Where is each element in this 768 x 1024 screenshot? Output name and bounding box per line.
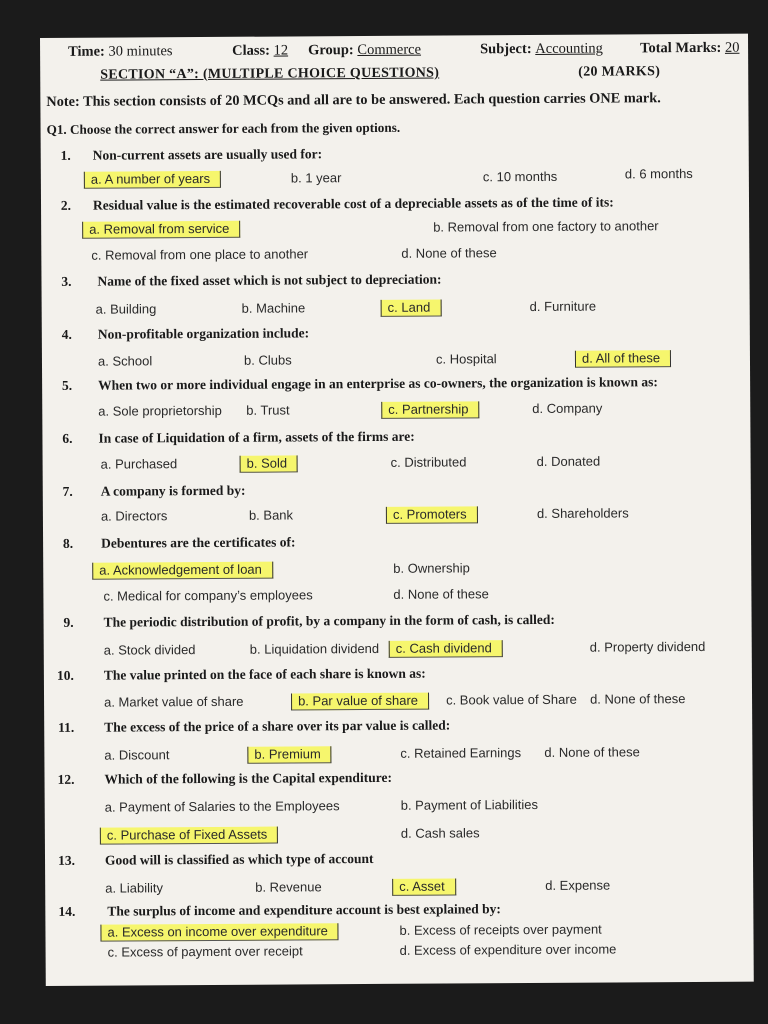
question-instruction: Q1. Choose the correct answer for each from the given options. xyxy=(46,119,401,137)
subject-field: Subject: Accounting xyxy=(480,40,603,58)
question-number: 12. xyxy=(57,771,75,787)
answer-option: a. Building xyxy=(95,301,157,317)
answer-option-highlighted: b. Par value of share xyxy=(291,693,429,711)
answer-option-highlighted: c. Purchase of Fixed Assets xyxy=(100,827,279,845)
answer-option: d. Cash sales xyxy=(400,825,480,841)
answer-option: a. Stock divided xyxy=(103,642,196,658)
question-number: 13. xyxy=(58,852,76,868)
question-number: 9. xyxy=(63,614,74,630)
answer-option: d. Shareholders xyxy=(536,505,629,521)
question-text: Which of the following is the Capital expenditure: xyxy=(104,769,392,787)
question-text: Non-current assets are usually used for: xyxy=(92,146,323,163)
question-text: The periodic distribution of profit, by a company in the form of cash, is called: xyxy=(103,611,555,630)
question-text: Good will is classified as which type of account xyxy=(104,850,374,868)
answer-option-highlighted: a. Removal from service xyxy=(82,221,240,239)
answer-option: b. Revenue xyxy=(255,879,322,895)
answer-option: d. None of these xyxy=(393,586,489,602)
question-number: 10. xyxy=(56,667,74,683)
answer-option: b. Clubs xyxy=(243,352,292,368)
answer-option: d. Donated xyxy=(536,453,601,469)
answer-option-highlighted: c. Asset xyxy=(392,878,456,895)
answer-option: b. Machine xyxy=(241,300,306,316)
question-text: The value printed on the face of each share is known as: xyxy=(103,665,426,683)
answer-option: c. Retained Earnings xyxy=(400,745,522,761)
class-field: Class: 12 xyxy=(232,42,289,59)
question-text: In case of Liquidation of a firm, assets of the firms are: xyxy=(98,428,415,446)
answer-option: a. Market value of share xyxy=(104,693,244,710)
time-field: Time: 30 minutes xyxy=(68,43,173,60)
answer-option: a. Liability xyxy=(105,880,164,896)
answer-option: b. Bank xyxy=(248,507,294,523)
answer-option-highlighted: c. Partnership xyxy=(381,401,479,419)
answer-option-highlighted: b. Premium xyxy=(247,746,332,764)
section-marks: (20 MARKS) xyxy=(578,64,661,80)
answer-option-highlighted: b. Sold xyxy=(240,455,299,472)
answer-option: d. None of these xyxy=(544,744,640,760)
answer-option: d. Company xyxy=(532,400,603,416)
answer-option: b. Payment of Liabilities xyxy=(400,796,539,813)
question-text: Debentures are the certificates of: xyxy=(101,534,296,551)
answer-option: b. Ownership xyxy=(393,560,470,576)
paper-header xyxy=(68,39,740,60)
total-marks-field: Total Marks: 20 xyxy=(640,39,740,57)
answer-option: d. None of these xyxy=(401,245,497,261)
group-field: Group: Commerce xyxy=(308,41,422,59)
question-text: Non-profitable organization include: xyxy=(97,325,310,342)
answer-option: a. Payment of Salaries to the Employees xyxy=(104,798,340,815)
answer-option-highlighted: c. Cash dividend xyxy=(389,640,503,658)
answer-option: c. Distributed xyxy=(390,454,467,470)
answer-option: d. 6 months xyxy=(624,166,693,182)
question-number: 8. xyxy=(62,535,74,551)
answer-option: c. Medical for company’s employees xyxy=(103,587,313,604)
answer-option: d. Expense xyxy=(545,877,611,893)
question-text: The surplus of income and expenditure account is best explained by: xyxy=(107,901,501,919)
question-text: The excess of the price of a share over its par value is called: xyxy=(104,717,451,735)
question-text: When two or more individual engage in an enterprise as co-owners, the organization is known as: xyxy=(98,374,658,393)
question-number: 5. xyxy=(61,377,73,393)
section-title: SECTION “A”: (MULTIPLE CHOICE QUESTIONS) (20 MARKS) xyxy=(100,64,661,83)
answer-option: b. Removal from one factory to another xyxy=(433,218,659,235)
answer-option-highlighted: d. All of these xyxy=(575,350,671,368)
answer-option-highlighted: c. Promoters xyxy=(386,506,478,524)
answer-option: d. None of these xyxy=(590,691,686,707)
answer-option: d. Property dividend xyxy=(589,638,706,655)
exam-paper xyxy=(40,34,754,986)
answer-option: a. Discount xyxy=(104,747,170,763)
question-text: Name of the fixed asset which is not subject to depreciation: xyxy=(97,271,442,289)
answer-option-highlighted: a. A number of years xyxy=(84,171,221,189)
answer-option: a. Sole proprietorship xyxy=(98,402,222,419)
answer-option: d. Excess of expenditure over income xyxy=(399,941,617,958)
answer-option: c. Removal from one place to another xyxy=(91,246,309,263)
question-number: 3. xyxy=(61,273,72,289)
answer-option-highlighted: a. Acknowledgement of loan xyxy=(92,562,273,580)
answer-option: d. Furniture xyxy=(529,298,597,315)
question-number: 1. xyxy=(60,147,71,163)
answer-option: c. Book value of Share xyxy=(446,691,577,708)
answer-option: b. 1 year xyxy=(290,170,342,186)
answer-option-highlighted: c. Land xyxy=(381,300,442,317)
question-text: A company is formed by: xyxy=(100,482,246,499)
answer-option: b. Trust xyxy=(246,402,290,418)
note-text: Note: This section consists of 20 MCQs and all are to be answered. Each question carries ONE mark. xyxy=(46,90,661,110)
answer-option: c. Excess of payment over receipt xyxy=(107,943,303,960)
answer-option: a. Directors xyxy=(100,508,168,524)
answer-option: a. School xyxy=(97,353,153,369)
answer-option: c. Hospital xyxy=(435,351,497,367)
question-number: 6. xyxy=(62,430,73,446)
question-number: 4. xyxy=(61,326,72,342)
question-number: 14. xyxy=(58,903,76,919)
question-number: 11. xyxy=(58,719,75,735)
answer-option: b. Excess of receipts over payment xyxy=(399,921,602,938)
question-number: 2. xyxy=(60,197,72,213)
answer-option: b. Liquidation dividend xyxy=(249,640,380,657)
answer-option: a. Purchased xyxy=(100,456,178,472)
question-number: 7. xyxy=(62,483,73,499)
answer-option: c. 10 months xyxy=(482,168,558,185)
question-text: Residual value is the estimated recoverable cost of a depreciable assets as of the time of its: xyxy=(92,194,614,213)
answer-option-highlighted: a. Excess on income over expenditure xyxy=(100,923,339,941)
